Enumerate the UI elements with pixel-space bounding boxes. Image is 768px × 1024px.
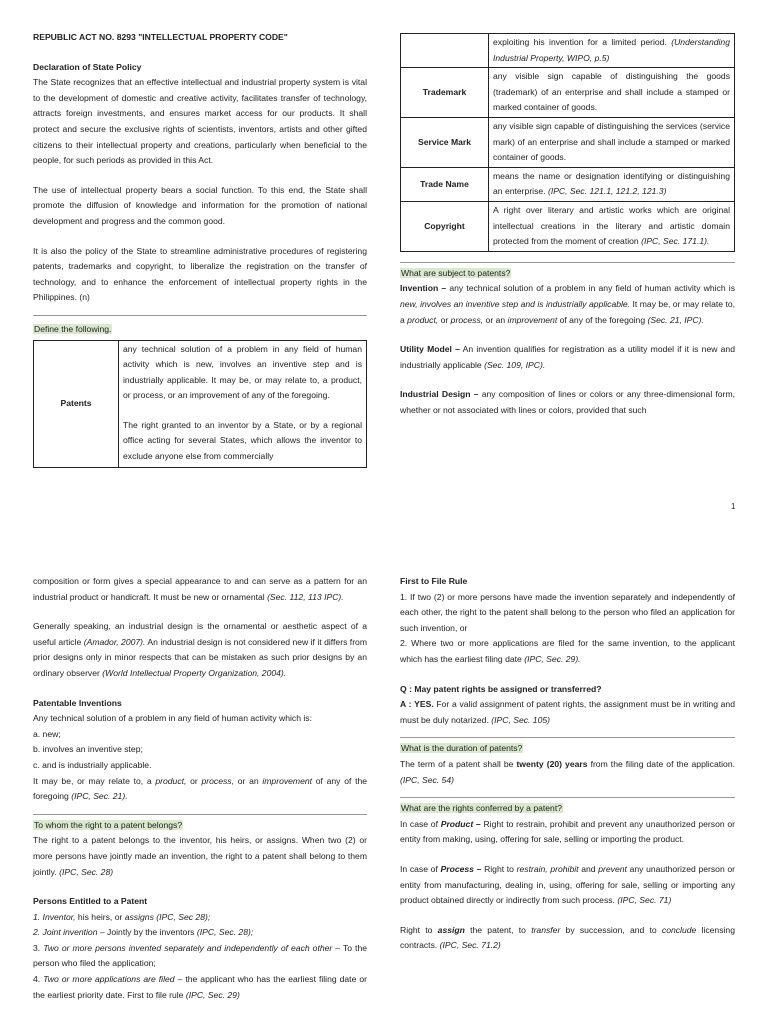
copyright-definition: A right over literary and artistic works which are original intellectual creations in the literary and artistic domain protected from the moment of creation (IPC, Sec. 171.1). xyxy=(489,201,735,251)
page1-right-column xyxy=(400,33,735,418)
empty-term-cell xyxy=(401,34,489,68)
trademark-definition: any visible sign capable of distinguishing the goods (trademark) of an enterprise and shall include a stamped or marked container of goods. xyxy=(489,68,735,118)
page2-left-column xyxy=(33,574,367,1003)
first-to-file-heading: First to File Rule xyxy=(400,576,468,586)
subject-question: What are subject to patents? xyxy=(401,267,511,278)
patentable-item-a: a. new; xyxy=(33,728,61,739)
assign-question: Q : May patent rights be assigned or transferred? xyxy=(400,683,602,694)
divider xyxy=(33,814,367,815)
belongs-answer: The right to a patent belongs to the inventor, his heirs, or assigns. When two (2) or more persons have jointly made an invention, the right to a patent shall belong to them jointly. (IPC, Sec. 28) xyxy=(33,835,367,877)
trademark-term: Trademark xyxy=(401,68,489,118)
belongs-question: To whom the right to a patent belongs? xyxy=(34,819,183,830)
trade-name-term: Trade Name xyxy=(401,167,489,201)
page1-left-column xyxy=(33,30,367,468)
patentable-relation: It may be, or may relate to, a product, or process, or an improvement of any of the foregoing (IPC, Sec. 21). xyxy=(33,775,368,802)
divider xyxy=(400,797,735,798)
trade-name-definition: means the name or designation identifying or distinguishing an enterprise. (IPC, Sec. 121.1, 121.2, 121.3) xyxy=(489,167,735,201)
assign-answer: A : YES. For a valid assignment of patent rights, the assignment must be in writing and must be duly notarized. (IPC, Sec. 105) xyxy=(400,699,735,725)
assign-rights: Right to assign the patent, to transfer by succession, and to conclude licensing contracts. (IPC, Sec. 71.2) xyxy=(400,924,735,951)
industrial-design-explanation: Generally speaking, an industrial design is the ornamental or aesthetic aspect of a useful article (Amador, 2007). An industrial design is not considered new if it differs from prior designs only in minor respects that can be mistaken as such prior designs by an ordinary observer (World Intellectual Property Organization, 2004). xyxy=(33,621,367,678)
duration-answer: The term of a patent shall be twenty (20) years from the filing date of the application. (IPC, Sec. 54) xyxy=(400,758,735,785)
page2-right-column xyxy=(400,574,735,954)
process-rights: In case of Process – Right to restrain, prohibit and prevent any unauthorized person or entity from manufacturing, dealing in, using, offering for sale, selling or importing any product obtained directly or indirectly from such process. (IPC, Sec. 71) xyxy=(400,863,736,906)
policy-paragraph-2: The use of intellectual property bears a social function. To this end, the State shall promote the diffusion of knowledge and information for the promotion of national development and progress and the common good. xyxy=(33,184,367,226)
utility-model-paragraph: Utility Model – An invention qualifies for registration as a utility model if it is new and industrially applicable (Sec. 109, IPC). xyxy=(400,344,735,370)
rights-question: What are the rights conferred by a patent? xyxy=(401,803,562,814)
entitled-item-4: 4. Two or more applications are filed – the applicant who has the earliest filing date or the earliest priority date. First to file rule (IPC, Sec. 29) xyxy=(33,974,367,1000)
entitled-item-1: 1. Inventor, his heirs, or assigns (IPC, Sec 28); xyxy=(33,911,211,922)
service-mark-term: Service Mark xyxy=(401,117,489,167)
page-number: 1 xyxy=(731,502,736,511)
policy-heading: Declaration of State Policy xyxy=(33,61,142,72)
entitled-heading: Persons Entitled to a Patent xyxy=(33,896,148,907)
patents-definition-table xyxy=(33,340,367,468)
first-to-file-item-2: 2. Where two or more applications are filed for the same invention, to the applicant which has the earliest filing date (IPC, Sec. 29). xyxy=(400,638,735,664)
product-rights: In case of Product – Right to restrain, prohibit and prevent any unauthorized person or entity from making, using, offering for sale, selling or importing the product. xyxy=(400,818,736,845)
industrial-design-continued: composition or form gives a special appearance to and can serve as a pattern for an industrial product or handicraft. It must be new or ornamental (Sec. 112, 113 IPC). xyxy=(33,576,367,602)
patentable-item-c: c. and is industrially applicable. xyxy=(33,759,152,770)
copyright-term: Copyright xyxy=(401,201,489,251)
patents-definition: any technical solution of a problem in any field of human activity which is new, involves an inventive step and is industrially applicable. It may be, or may relate to, a product, or process, or an improvement of any of the foregoing. The right granted to an inventor by a State, or by a regional office acting for several States, which allows the inventor to exclude anyone else from commercially xyxy=(119,340,367,467)
divider xyxy=(400,262,735,263)
industrial-design-paragraph: Industrial Design – any composition of lines or colors or any three-dimensional form, whether or not associated with lines or colors, provided that such xyxy=(400,389,735,415)
invention-paragraph: Invention – any technical solution of a problem in any field of human activity which is new, involves an inventive step and is industrially applicable. It may be, or may relate to, a product, or process, or an improvement of any of the foregoing (Sec. 21, IPC). xyxy=(400,283,736,325)
duration-question: What is the duration of patents? xyxy=(401,743,523,754)
entitled-item-2: 2. Joint invention – Jointly by the inventors (IPC, Sec. 28); xyxy=(33,927,254,938)
definitions-table xyxy=(400,33,735,252)
patents-definition-continued: exploiting his invention for a limited period. (Understanding Industrial Property, WIPO, p.5) xyxy=(489,34,735,68)
patents-term: Patents xyxy=(34,340,119,467)
entitled-item-3: 3. Two or more persons invented separately and independently of each other – To the person who filed the application; xyxy=(33,942,367,969)
patentable-intro: Any technical solution of a problem in any field of human activity which is: xyxy=(33,713,312,724)
first-to-file-item-1: 1. If two (2) or more persons have made the invention separately and independently of each other, the right to the patent shall belong to the person who filed an application for such invention, or xyxy=(400,591,735,633)
divider xyxy=(400,737,735,738)
patentable-heading: Patentable Inventions xyxy=(33,697,122,708)
divider xyxy=(33,315,367,316)
service-mark-definition: any visible sign capable of distinguishing the services (service mark) of an enterprise and shall include a stamped or marked container of goods. xyxy=(489,117,735,167)
policy-paragraph-3: It is also the policy of the State to streamline administrative procedures of registering patents, trademarks and copyright, to liberalize the registration on the transfer of technology, and to enhance the enforcement of intellectual property rights in the Philippines. (n) xyxy=(33,245,367,303)
patentable-item-b: b. involves an inventive step; xyxy=(33,744,143,755)
policy-paragraph-1: The State recognizes that an effective intellectual and industrial property system is vital to the development of domestic and creative activity, facilitates transfer of technology, attracts foreign investments, and ensures market access for our products. It shall protect and secure the exclusive rights of scientists, inventors, artists and other gifted citizens to their intellectual property and creations, particularly when beneficial to the people, for such periods as provided in this Act. xyxy=(33,77,367,166)
define-label: Define the following. xyxy=(34,323,112,334)
document-title: REPUBLIC ACT NO. 8293 "INTELLECTUAL PROPERTY CODE" xyxy=(33,32,288,42)
